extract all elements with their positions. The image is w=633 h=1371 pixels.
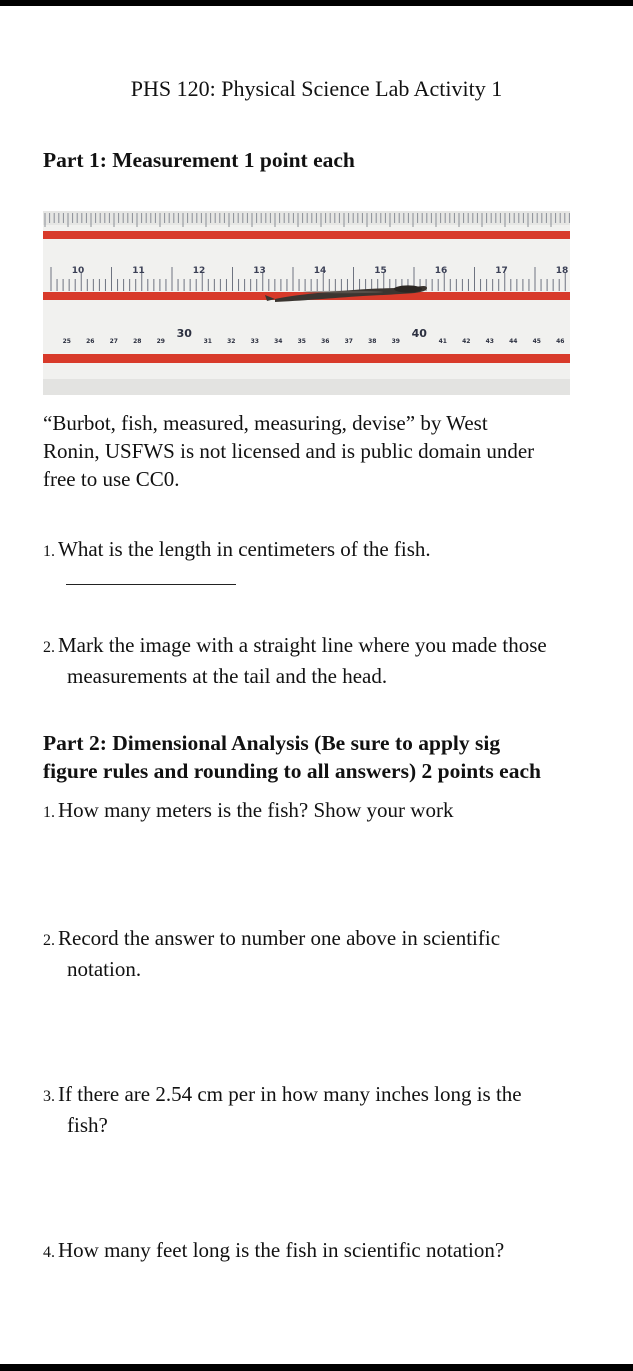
question-text-continued: measurements at the tail and the head. <box>67 664 388 688</box>
part2-question-1 <box>43 796 628 827</box>
part2-heading-line-2: figure rules and rounding to all answers) 2 points each <box>43 759 541 783</box>
question-number: 4. <box>43 1244 55 1261</box>
ruler-bottom-label: 27 <box>109 338 118 345</box>
part2-question-4 <box>43 1236 628 1267</box>
question-text-continued: notation. <box>67 957 142 981</box>
ruler-bottom-label: 33 <box>250 338 259 345</box>
ruler-bottom-label: 42 <box>462 338 471 345</box>
ruler-bottom-label: 43 <box>485 338 494 345</box>
ruler-bottom-label: 30 <box>176 327 192 340</box>
question-text: What is the length in centimeters of the fish. <box>58 537 431 561</box>
ruler-bottom-label: 40 <box>411 327 427 340</box>
question-number: 1. <box>43 543 55 560</box>
ruler-top-label: 16 <box>434 266 448 276</box>
question-text: How many meters is the fish? Show your work <box>58 798 454 822</box>
photo-caption-line-2: Ronin, USFWS is not licensed and is public domain under <box>43 439 535 463</box>
ruler-top-label: 15 <box>374 266 387 276</box>
ruler-bottom-label: 36 <box>321 338 330 345</box>
fish-ruler-photo <box>43 211 570 395</box>
ruler-bottom-label: 35 <box>297 338 306 345</box>
ruler-bottom-label: 31 <box>203 338 212 345</box>
ruler-bottom-label: 39 <box>391 338 400 345</box>
ruler-bottom-label: 34 <box>274 338 283 345</box>
ruler-red-stripe-1 <box>43 231 570 239</box>
page-title: PHS 120: Physical Science Lab Activity 1 <box>130 76 503 101</box>
ruler-bottom-label: 45 <box>532 338 541 345</box>
ruler-top-label: 14 <box>313 266 327 276</box>
ruler-top-label: 10 <box>71 266 85 276</box>
ruler-bottom-label: 44 <box>509 338 518 345</box>
question-number: 1. <box>43 804 55 821</box>
bottom-bar <box>0 1364 633 1371</box>
question-text-continued: fish? <box>67 1113 108 1137</box>
photo-caption-line-1: “Burbot, fish, measured, measuring, devise” by West <box>43 411 488 435</box>
question-text: How many feet long is the fish in scientific notation? <box>58 1238 505 1262</box>
part2-question-3 <box>43 1080 628 1139</box>
question-text: Record the answer to number one above in scientific <box>58 926 501 950</box>
question-number: 3. <box>43 1088 55 1105</box>
ruler-top-label: 17 <box>495 266 508 276</box>
question-number: 2. <box>43 932 55 949</box>
ruler-bottom-label: 41 <box>438 338 447 345</box>
ruler-top-label: 18 <box>555 266 569 276</box>
part1-question-1 <box>43 535 628 566</box>
photo-caption-line-3: free to use CC0. <box>43 467 180 491</box>
ruler-bottom-label: 25 <box>62 338 71 345</box>
ruler-bottom-label: 46 <box>556 338 565 345</box>
ruler-bottom-label: 26 <box>86 338 95 345</box>
ruler-top-label: 11 <box>132 266 145 276</box>
part1-question-2 <box>43 631 628 690</box>
ruler-red-stripe-3 <box>43 354 570 363</box>
question-text: Mark the image with a straight line where you made those <box>58 633 547 657</box>
part1-heading: Part 1: Measurement 1 point each <box>43 148 355 172</box>
ruler-top-label: 12 <box>192 266 206 276</box>
ruler-bottom-label: 28 <box>133 338 142 345</box>
ruler-top-label: 13 <box>253 266 266 276</box>
question-text: If there are 2.54 cm per in how many inches long is the <box>58 1082 522 1106</box>
question-number: 2. <box>43 639 55 656</box>
ruler-bottom-label: 38 <box>368 338 377 345</box>
part2-question-2 <box>43 924 628 983</box>
ruler-bottom-label: 37 <box>344 338 353 345</box>
ruler-bottom-label: 32 <box>227 338 236 345</box>
part2-heading-line-1: Part 2: Dimensional Analysis (Be sure to apply sig <box>43 731 501 755</box>
top-bar <box>0 0 633 6</box>
answer-blank-line[interactable] <box>66 584 236 585</box>
ruler-bottom-label: 29 <box>156 338 165 345</box>
